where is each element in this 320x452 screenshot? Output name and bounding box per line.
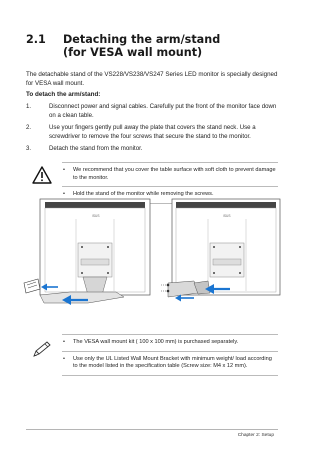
section-title-line-2: (for VESA wall mount) — [63, 45, 203, 59]
brand-logo-right: /SUS — [223, 214, 231, 218]
step-item — [26, 103, 278, 120]
footer-divider — [26, 429, 278, 430]
step-number: 1. — [26, 103, 32, 110]
step-item — [26, 145, 278, 154]
note-text: The VESA wall mount kit ( 100 x 100 mm) is purchased separately. — [73, 339, 239, 345]
note-item: • The VESA wall mount kit ( 100 x 100 mm) is purchased separately. — [62, 334, 278, 352]
step-item — [26, 124, 278, 141]
warning-triangle-icon — [32, 166, 52, 184]
note-item: • We recommend that you cover the table surface with soft cloth to prevent damage to the monitor. — [62, 162, 278, 187]
intro-paragraph: The detachable stand of the VS228/VS238/VS247 Series LED monitor is specially designed for VESA wall mount. — [26, 71, 278, 87]
section-title-line-1: Detaching the arm/stand — [63, 33, 221, 46]
step-text: Detach the stand from the monitor. — [49, 145, 143, 153]
info-note-list — [62, 334, 278, 376]
section-number: 2.1 — [26, 33, 46, 46]
monitor-right-rear-view — [161, 199, 280, 297]
page-footer: Chapter 2: Setup — [237, 433, 274, 438]
procedure-subheading: To detach the arm/stand: — [26, 91, 101, 98]
detach-stand-illustration — [18, 197, 284, 309]
step-text: Use your fingers gently pull away the plate that covers the stand neck. Use a screwdriver to remove the four screws that secure the stand to the monitor. — [49, 124, 256, 140]
info-note — [32, 334, 278, 404]
note-text: Use only the UL Listed Wall Mount Bracket with minimum weight/ load according to the model listed in the specification table (Screw size: M4 x 12 mm). — [73, 355, 272, 370]
step-number: 3. — [26, 145, 32, 153]
step-list — [26, 103, 278, 158]
step-number: 2. — [26, 124, 32, 132]
note-text: Hold the stand of the monitor while removing the screws. — [73, 191, 214, 198]
pencil-note-icon — [32, 340, 52, 358]
warning-note — [32, 162, 278, 198]
note-item: • Use only the UL Listed Wall Mount Bracket with minimum weight/ load according to the model listed in the specification table (Screw size: M4 x 12 mm). — [62, 352, 278, 376]
note-text: We recommend that you cover the table surface with soft cloth to prevent damage to the monitor. — [73, 167, 276, 181]
brand-logo-left: /SUS — [92, 214, 100, 218]
step-text: Disconnect power and signal cables. Carefully put the front of the monitor face down on a clean table. — [49, 103, 277, 119]
note-item: • Hold the stand of the monitor while removing the screws. — [62, 187, 278, 204]
